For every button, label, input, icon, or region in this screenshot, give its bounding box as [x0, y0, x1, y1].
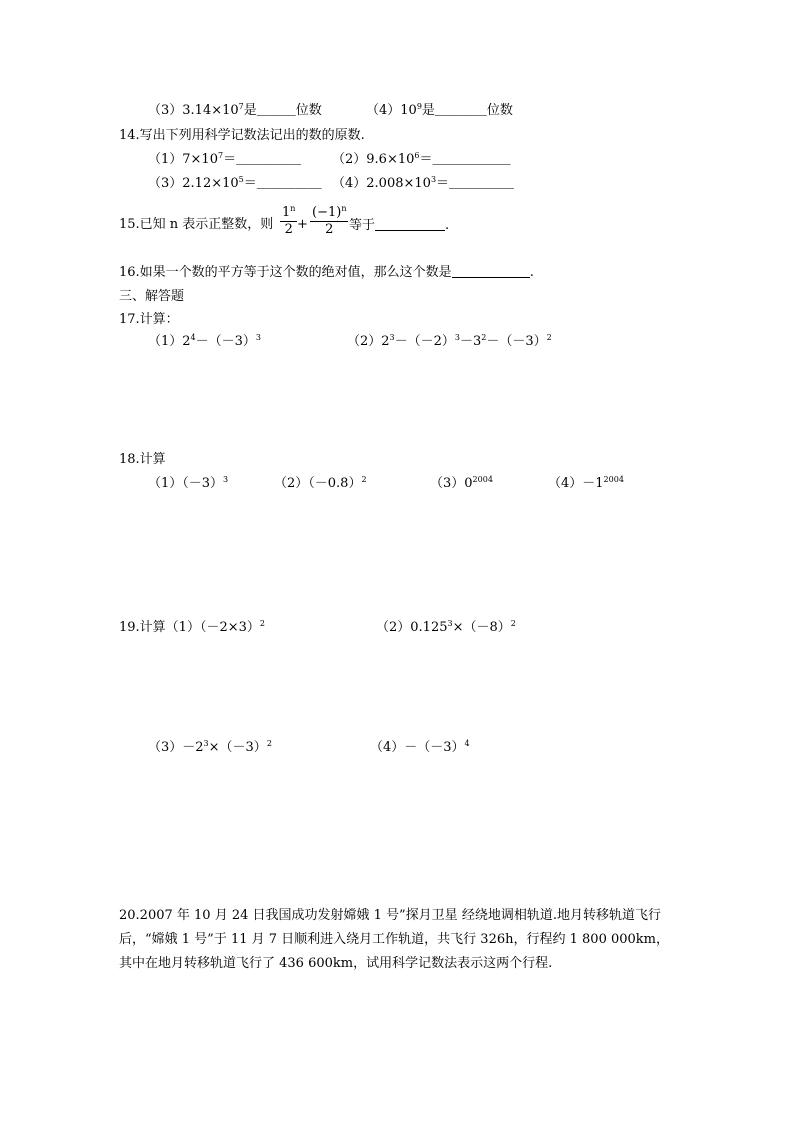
q18-part-2: $(2)(-0.8)^2$ [274, 475, 367, 491]
q18-stem: 18.计算 [119, 452, 166, 467]
q14-stem: 14.写出下列用科学记数法记出的数的原数. [119, 128, 365, 143]
q19-part-3: $(3)-2^3\times(-3)^2$ [148, 739, 272, 755]
q16-text: 16.如果一个数的平方等于这个数的绝对值，那么这个数是 . [119, 265, 534, 280]
q13-part-3: $(3)3.14\times 10^7$是＿＿＿位数 [148, 102, 322, 118]
q20-line-2: 后，“嫦娥 1 号”于 11 月 7 日顺利进入绕月工作轨道，共飞行 326h，行程约 1 800 000km， [119, 932, 669, 947]
q19-part-2: $(2)0.125^3\times(-8)^2$ [376, 619, 516, 635]
q15-fraction-2: $(-1)^n$ 2 [312, 204, 347, 237]
q15-fraction-1: 1$^n$ 2 [282, 204, 296, 237]
q16-answer-blank[interactable] [452, 264, 530, 278]
q19-part-1: 19.计算$(1)(-2\times 3)^2$ [119, 619, 265, 635]
q20-line-1: 20.2007 年 10 月 24 日我国成功发射嫦娥 1 号”探月卫星 经绕地调相轨道.地月转移轨道飞行 [119, 908, 661, 923]
q15-plus: + [297, 217, 308, 232]
q15-suffix: 等于 . [349, 218, 450, 233]
q18-part-4: $(4)-1^{2004}$ [548, 475, 624, 491]
q15-prefix: 15.已知 n 表示正整数，则 [119, 217, 274, 232]
q15-answer-blank[interactable] [375, 217, 445, 231]
q18-part-3: $(3)0^{2004}$ [430, 475, 493, 491]
q17-part-2: $(2)2^3-(-2)^3-3^2-(-3)^2$ [347, 333, 552, 349]
q14-part-4: $(4)2.008\times 10^3=\_\_\_\_\_$ [332, 175, 515, 191]
q18-part-1: $(1)(-3)^3$ [148, 475, 229, 491]
q13-part-4: $(4)10^9$是＿＿＿＿位数 [366, 102, 513, 118]
q20-line-3: 其中在地月转移轨道飞行了 436 600km，试用科学记数法表示这两个行程. [119, 956, 553, 971]
q17-stem: 17.计算： [119, 312, 179, 327]
q19-part-4: $(4)-(-3)^4$ [370, 739, 470, 755]
q14-part-3: $(3)2.12\times 10^5=\_\_\_\_\_$ [148, 175, 322, 191]
section-3-title: 三、解答题 [119, 289, 185, 304]
q14-part-2: $(2)9.6\times 10^6=\_\_\_\_\_\_$ [332, 151, 511, 167]
q14-part-1: $(1)7\times 10^7=\_\_\_\_\_$ [148, 151, 302, 167]
q17-part-1: $(1)2^4-(-3)^3$ [148, 333, 262, 349]
